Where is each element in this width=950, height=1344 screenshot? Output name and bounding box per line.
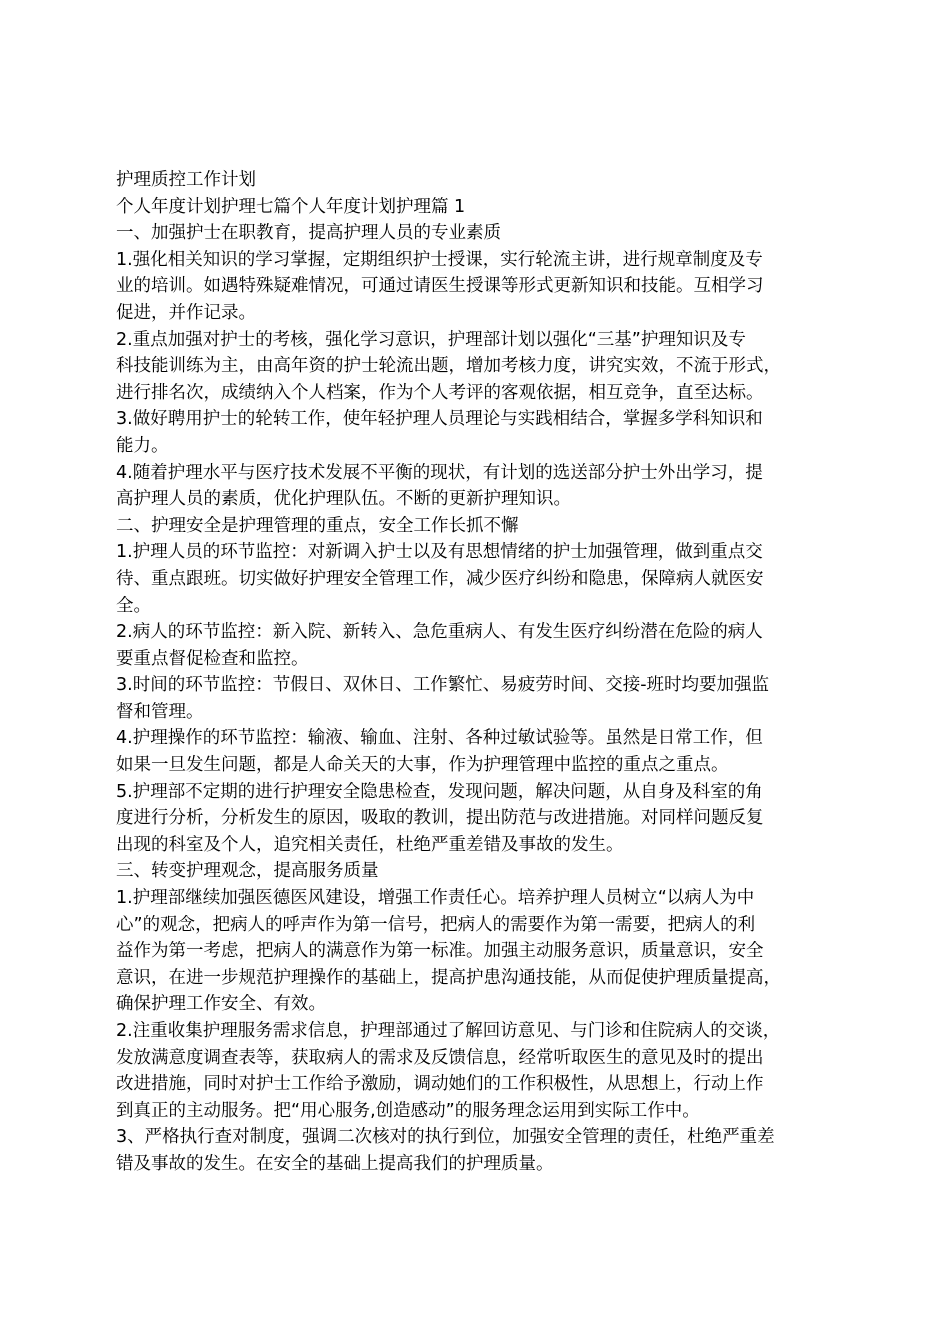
text-line: 1.强化相关知识的学习掌握，定期组织护士授课，实行轮流主讲，进行规章制度及专 xyxy=(116,249,763,270)
text-line: 度进行分析，分析发生的原因，吸取的教训，提出防范与改进措施。对同样问题反复 xyxy=(116,808,764,829)
text-line: 4.随着护理水平与医疗技术发展不平衡的现状，有计划的选送部分护士外出学习，提 xyxy=(116,462,763,483)
text-line: 督和管理。 xyxy=(116,701,204,722)
paragraph xyxy=(116,167,832,194)
text-line: 3.时间的环节监控：节假日、双休日、工作繁忙、易疲劳时间、交接-班时均要加强监 xyxy=(116,675,770,696)
text-line: 1.护理部继续加强医德医风建设，增强工作责任心。培养护理人员树立“以病人为中 xyxy=(116,888,755,909)
text-line: 5.护理部不定期的进行护理安全隐患检查，发现问题，解决问题，从自身及科室的角 xyxy=(116,781,763,802)
paragraph xyxy=(116,460,832,513)
text-line: 2.病人的环节监控：新入院、新转入、急危重病人、有发生医疗纠纷潜在危险的病人 xyxy=(116,622,763,643)
text-line: 益作为第一考虑，把病人的满意作为第一标准。加强主动服务意识，质量意识，安全 xyxy=(116,941,764,962)
paragraph xyxy=(116,194,832,221)
paragraph xyxy=(116,1018,832,1124)
document-page xyxy=(116,167,832,1178)
text-line: 2.重点加强对护士的考核，强化学习意识，护理部计划以强化“三基”护理知识及专 xyxy=(116,329,746,350)
text-line: 如果一旦发生问题，都是人命关天的大事，作为护理管理中监控的重点之重点。 xyxy=(116,755,729,776)
paragraph xyxy=(116,327,832,407)
text-line: 发放满意度调查表等，获取病人的需求及反馈信息，经常听取医生的意见及时的提出 xyxy=(116,1047,764,1068)
text-line: 1.护理人员的环节监控：对新调入护士以及有思想情绪的护士加强管理，做到重点交 xyxy=(116,542,763,563)
text-line: 意识，在进一步规范护理操作的基础上，提高护患沟通技能，从而促使护理质量提高， xyxy=(116,967,781,988)
text-line: 高护理人员的素质，优化护理队伍。不断的更新护理知识。 xyxy=(116,489,571,510)
text-line: 4.护理操作的环节监控：输液、输血、注射、各种过敏试验等。虽然是日常工作，但 xyxy=(116,728,763,749)
text-line: 促进，并作记录。 xyxy=(116,302,256,323)
paragraph xyxy=(116,513,832,540)
text-line: 心”的观念，把病人的呼声作为第一信号，把病人的需要作为第一需要，把病人的利 xyxy=(116,914,756,935)
text-line: 要重点督促检查和监控。 xyxy=(116,648,309,669)
text-line: 确保护理工作安全、有效。 xyxy=(116,994,326,1015)
text-line: 出现的科室及个人，追究相关责任，杜绝严重差错及事故的发生。 xyxy=(116,834,624,855)
text-line: 二、护理安全是护理管理的重点，安全工作长抓不懈 xyxy=(116,515,519,536)
text-line: 改进措施，同时对护士工作给予激励，调动她们的工作积极性，从思想上，行动上作 xyxy=(116,1074,764,1095)
text-line: 个人年度计划护理七篇个人年度计划护理篇 1 xyxy=(116,196,466,217)
text-line: 三、转变护理观念，提高服务质量 xyxy=(116,861,379,882)
text-line: 进行排名次，成绩纳入个人档案，作为个人考评的客观依据，相互竞争，直至达标。 xyxy=(116,382,764,403)
text-line: 3.做好聘用护士的轮转工作，使年轻护理人员理论与实践相结合，掌握多学科知识和 xyxy=(116,409,763,430)
paragraph xyxy=(116,885,832,1018)
text-line: 科技能训练为主，由高年资的护士轮流出题，增加考核力度，讲究实效，不流于形式， xyxy=(116,356,781,377)
text-line: 错及事故的发生。在安全的基础上提高我们的护理质量。 xyxy=(116,1153,554,1174)
text-line: 2.注重收集护理服务需求信息，护理部通过了解回访意见、与门诊和住院病人的交谈， xyxy=(116,1021,781,1041)
paragraph xyxy=(116,725,832,778)
text-line: 业的培训。如遇特殊疑难情况，可通过请医生授课等形式更新知识和技能。互相学习 xyxy=(116,276,764,297)
paragraph xyxy=(116,220,832,247)
paragraph xyxy=(116,406,832,459)
text-line: 护理质控工作计划 xyxy=(116,170,256,190)
paragraph xyxy=(116,1124,832,1177)
paragraph xyxy=(116,247,832,327)
text-line: 能力。 xyxy=(116,435,169,456)
paragraph xyxy=(116,539,832,619)
paragraph xyxy=(116,619,832,672)
paragraph xyxy=(116,779,832,859)
text-line: 全。 xyxy=(116,595,151,616)
text-line: 待、重点跟班。切实做好护理安全管理工作，减少医疗纠纷和隐患，保障病人就医安 xyxy=(116,568,764,589)
paragraph xyxy=(116,858,832,885)
paragraph xyxy=(116,672,832,725)
text-line: 3、严格执行查对制度，强调二次核对的执行到位，加强安全管理的责任，杜绝严重差 xyxy=(116,1127,775,1148)
text-line: 一、加强护士在职教育，提高护理人员的专业素质 xyxy=(116,223,501,244)
text-line: 到真正的主动服务。把“用心服务,创造感动”的服务理念运用到实际工作中。 xyxy=(116,1100,700,1121)
